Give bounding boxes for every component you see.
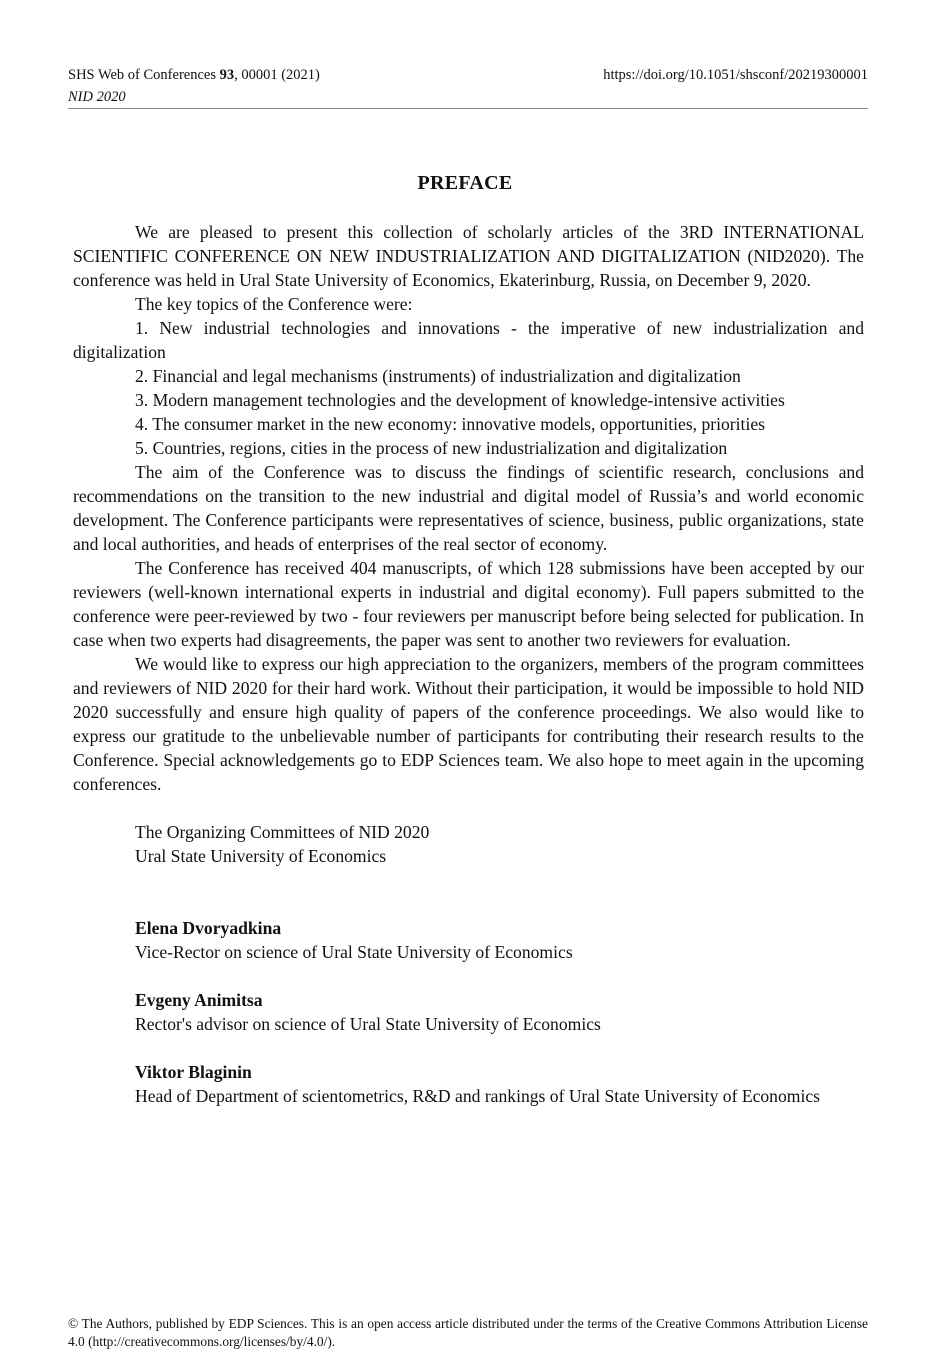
journal-citation (68, 64, 320, 86)
header-divider (68, 108, 868, 109)
conference-name: NID 2020 (68, 89, 126, 105)
signatory-role: Vice-Rector on science of Ural State University of Economics (135, 942, 573, 962)
journal-volume: 93 (219, 67, 235, 83)
doi-link[interactable]: https://doi.org/10.1051/shsconf/20219300001 (603, 67, 868, 83)
page-title: PREFACE (417, 172, 513, 194)
intro-paragraph: We are pleased to present this collection of scholarly articles of the 3RD INTERNATIONAL SCIENTIFIC CONFERENCE ON NEW INDUSTRIALIZATION AND DIGITALIZATION (NID2020). The conference was held in Ural State University of Economics, Ekaterinburg, Russia, on December 9, 2020. (73, 222, 864, 290)
topics-intro: The key topics of the Conference were: (135, 294, 413, 314)
organizers-line-2: Ural State University of Economics (135, 846, 387, 866)
topic-item-4: 4. The consumer market in the new economy: innovative models, opportunities, priorities (135, 414, 765, 434)
aim-paragraph: The aim of the Conference was to discuss the findings of scientific research, conclusions and recommendations on the transition to the new industrial and digital model of Russia’s and world economic development. The Conference participants were representatives of science, business, public organizations, state and local authorities, and heads of enterprises of the real sector of economy. (73, 462, 864, 554)
article-number-year: , 00001 (2021) (234, 67, 320, 83)
organizers-block (73, 820, 864, 868)
topic-item-1: 1. New industrial technologies and innovations - the imperative of new industrialization and digitalization (73, 318, 864, 362)
signatory-role: Rector's advisor on science of Ural State University of Economics (135, 1014, 601, 1034)
organizers-line-1: The Organizing Committees of NID 2020 (135, 822, 430, 842)
license-footer: © The Authors, published by EDP Sciences. This is an open access article distributed under the terms of the Creative Commons Attribution License 4.0 (http://creativecommons.org/licenses/by/4.0/). (68, 1316, 868, 1349)
topic-item-2: 2. Financial and legal mechanisms (instruments) of industrialization and digitalization (135, 366, 741, 386)
topic-item-3: 3. Modern management technologies and the development of knowledge-intensive activities (135, 390, 785, 410)
signatory-block (73, 916, 864, 964)
topic-item-5: 5. Countries, regions, cities in the process of new industrialization and digitalization (135, 438, 728, 458)
signatory-role: Head of Department of scientometrics, R&D and rankings of Ural State University of Economics (135, 1086, 820, 1106)
signatory-name: Evgeny Animitsa (135, 990, 263, 1010)
preface-body (73, 220, 864, 1108)
signatory-block (73, 988, 864, 1036)
signatory-name: Viktor Blaginin (135, 1062, 252, 1082)
signatory-block (73, 1060, 864, 1108)
signatory-name: Elena Dvoryadkina (135, 918, 282, 938)
review-paragraph: The Conference has received 404 manuscripts, of which 128 submissions have been accepted by our reviewers (well-known international experts in industrial and digital economy). Full papers submitted to the conference were peer-reviewed by two - four reviewers per manuscript before being selected for publication. In case when two experts had disagreements, the paper was sent to another two reviewers for evaluation. (73, 558, 864, 650)
thanks-paragraph: We would like to express our high appreciation to the organizers, members of the program committees and reviewers of NID 2020 for their hard work. Without their participation, it would be impossible to hold NID 2020 successfully and ensure high quality of papers of the conference proceedings. We also would like to express our gratitude to the unbelievable number of participants for contributing their research results to the Conference. Special acknowledgements go to EDP Sciences team. We also hope to meet again in the upcoming conferences. (73, 654, 864, 794)
journal-name: SHS Web of Conferences (68, 67, 220, 83)
